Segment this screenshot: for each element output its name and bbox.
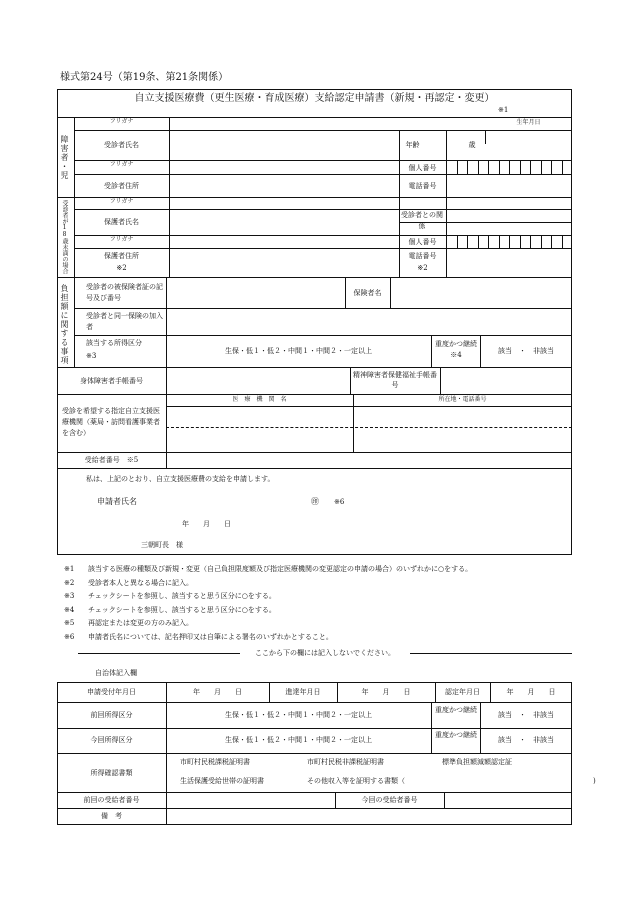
note-mark: ※2 [64, 578, 75, 587]
guardian-phone-label: 電話番号 [408, 252, 437, 260]
heavy-continuing-label: 重度かつ継続※4 [435, 340, 477, 359]
form-title: 自立支援医療費（更生医療・育成医療）支給認定申請書（新規・再認定・変更） [134, 93, 495, 104]
doc-nontax-cert[interactable]: 市町村民税非課税証明書 [307, 758, 384, 766]
doc-other[interactable]: その他収入等を証明する書類（ [307, 777, 405, 785]
applicant-label: 申請者氏名 [97, 497, 137, 506]
cur-no-label: 今回の受給者番号 [361, 796, 418, 804]
notes-list [64, 563, 472, 644]
income-class-label: 該当する所得区分 [86, 339, 142, 347]
note-row [64, 631, 472, 645]
patient-address-label: 受診者住所 [104, 182, 139, 190]
facility-name-header: 医 療 機 関 名 [232, 396, 287, 403]
heavy-yes-no[interactable]: 該当 ・ 非該当 [498, 347, 554, 355]
facility-label: 受診を希望する指定自立支援医療機関（薬局・訪問看護事業者を含む） [62, 407, 160, 437]
prev-no-label: 前回の受給者番号 [83, 796, 140, 804]
note-mark: ※6 [64, 632, 75, 641]
separator-text: ここから下の欄には記入しないでください。 [255, 649, 395, 657]
docs-label: 所得確認書類 [90, 769, 133, 777]
application-date: 年 月 日 [182, 520, 231, 528]
note-row [64, 617, 472, 631]
progress-date-label: 進達年月日 [285, 688, 321, 696]
note-text: 受診者本人と異なる場合に記入。 [88, 578, 193, 587]
patient-furigana-label: フリガナ [109, 118, 134, 125]
cur-income-label: 今回所得区分 [90, 736, 133, 744]
patient-address-furigana: フリガナ [109, 161, 134, 168]
remarks-label: 備 考 [101, 812, 122, 820]
cert-date-value: 年 月 日 [506, 688, 556, 696]
receipt-date-value: 年 月 日 [193, 688, 242, 696]
prev-heavy-label: 重度かつ継続 [435, 706, 477, 714]
note-row [64, 590, 472, 604]
note-row [64, 604, 472, 618]
patient-name-label: 受診者氏名 [104, 141, 139, 149]
doc-tax-cert[interactable]: 市町村民税課税証明書 [180, 758, 250, 766]
seal-mark: ㊞ [311, 497, 319, 506]
note-text: 再認定または変更の方のみ記入。 [88, 619, 193, 627]
note-mark: ※3 [64, 592, 75, 600]
prev-income-options[interactable]: 生保・低１・低２・中間１・中間２・一定以上 [225, 711, 372, 719]
guardian-address-furigana: フリガナ [109, 236, 134, 243]
note-text: 該当する医療の種類及び新規・変更（自己負担限度額及び指定医療機関の変更認定の申請の場合）のいずれかに○をする。 [88, 565, 473, 573]
note-mark: ※5 [64, 619, 75, 627]
note-mark: ※1 [64, 565, 75, 573]
title-note: ※1 [498, 106, 509, 114]
note-text: チェックシートを参照し、該当すると思う区分に○をする。 [88, 605, 276, 614]
mental-handbook-label: 精神障害者保健福祉手帳番号 [353, 371, 437, 389]
office-label: 自治体記入欄 [95, 669, 137, 677]
doc-other-close: ) [593, 777, 596, 785]
insured-id-label: 受診者の被保険者証の記号及び番号 [86, 283, 163, 302]
note-mark: ※4 [64, 605, 75, 614]
income-class-note: ※3 [86, 352, 97, 360]
receipt-date-label: 申請受付年月日 [87, 688, 136, 696]
guardian-individual-no-label: 個人番号 [408, 238, 437, 246]
same-insurance-label: 受診者と同一保険の加入者 [86, 312, 163, 331]
addressee: 三朝町長 様 [141, 541, 183, 549]
doc-welfare-cert[interactable]: 生活保護受給世帯の証明書 [180, 777, 264, 785]
cur-income-options[interactable]: 生保・低１・低２・中間１・中間２・一定以上 [225, 736, 372, 744]
cur-heavy-yes-no[interactable]: 該当 ・ 非該当 [498, 736, 554, 744]
note-text: チェックシートを参照し、該当すると思う区分に○をする。 [88, 592, 276, 600]
doc-reduction-cert[interactable]: 標準負担額減額認定証 [442, 758, 512, 766]
phone-label: 電話番号 [408, 182, 437, 190]
age-unit: 歳 [468, 141, 476, 149]
prev-income-label: 前回所得区分 [90, 711, 133, 719]
individual-no-label: 個人番号 [408, 164, 437, 172]
guardian-address-note: ※2 [116, 264, 127, 272]
insurer-label: 保険者名 [353, 289, 382, 297]
income-options[interactable]: 生保・低１・低２・中間１・中間２・一定以上 [225, 347, 372, 355]
page-title: 様式第24号（第19条、第21条関係） [60, 72, 229, 83]
guardian-phone-note: ※2 [417, 264, 428, 272]
relation-label: 受診者との関係 [401, 211, 443, 230]
guardian-furigana-label: フリガナ [109, 198, 134, 205]
burden-section-label: 負担額に関する事項 [60, 284, 69, 365]
facility-addr-header: 所在地・電話番号 [438, 396, 487, 403]
note-text: 申請者氏名については、記名押印又は自筆による署名のいずれかとすること。 [88, 632, 333, 641]
note-row [64, 563, 472, 577]
prev-heavy-yes-no[interactable]: 該当 ・ 非該当 [498, 711, 554, 719]
guardian-section-label: 受診者が18歳未満の場合 [61, 200, 68, 274]
age-label: 年齢 [405, 141, 420, 149]
cert-date-label: 認定年月日 [445, 688, 480, 696]
dob-label: 生年月日 [516, 119, 541, 126]
cur-heavy-label: 重度かつ継続 [435, 731, 477, 739]
guardian-address-label: 保護者住所 [104, 252, 139, 260]
seal-note: ※6 [334, 498, 345, 506]
note-row [64, 577, 472, 591]
recipient-no-label: 受給者番号 ※5 [84, 456, 139, 464]
progress-date-value: 年 月 日 [361, 688, 411, 696]
statement: 私は、上記のとおり、自立支援医療費の支給を申請します。 [86, 475, 275, 483]
guardian-name-label: 保護者氏名 [104, 218, 139, 226]
patient-section-label: 障害者・児 [60, 135, 69, 180]
physical-handbook-label: 身体障害者手帳番号 [80, 377, 143, 385]
